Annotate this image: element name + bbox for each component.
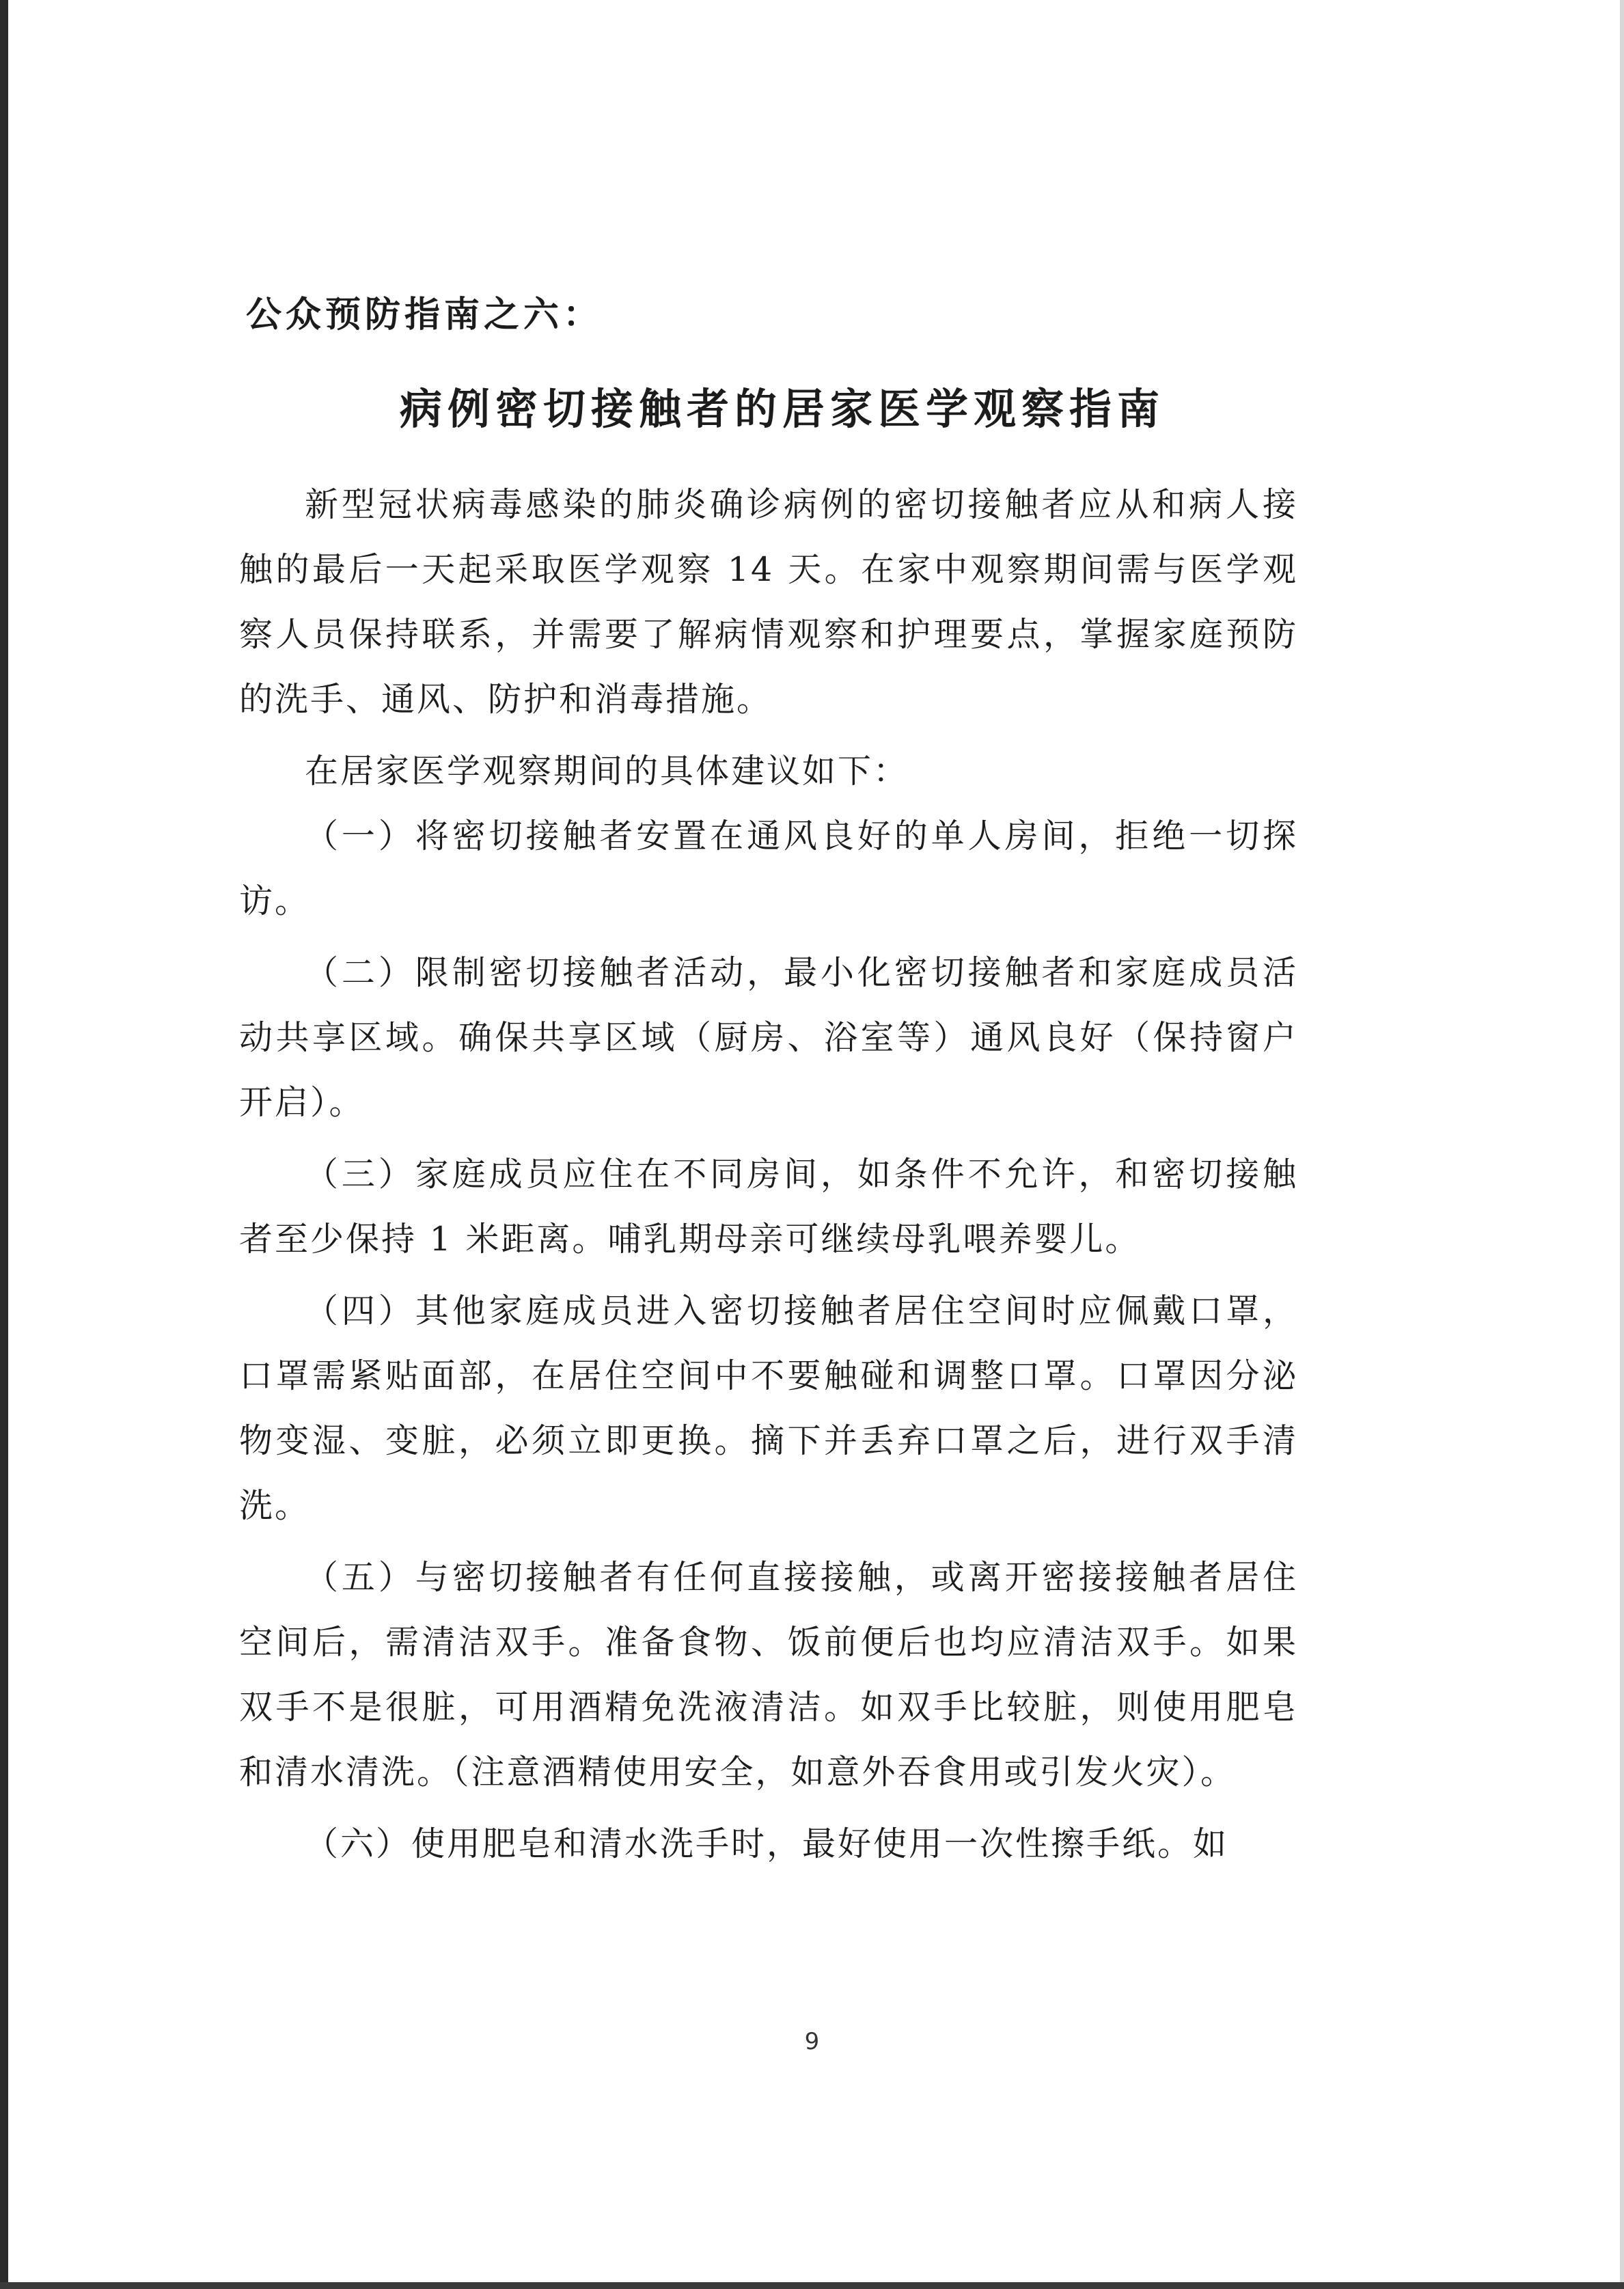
page-number: 9 <box>804 2028 820 2055</box>
paragraph-item-6: （六）使用肥皂和清水洗手时，最好使用一次性擦手纸。如 <box>305 1824 1229 1863</box>
paragraph-item-3: （三）家庭成员应住在不同房间，如条件不允许，和密切接触者至少保持 1 米距离。哺乳期母亲可继续母乳喂养婴儿。 <box>239 1154 1298 1259</box>
scan-shadow-bottom <box>0 2282 1624 2289</box>
paragraph-item-5: （五）与密切接触者有任何直接接触，或离开密接接触者居住空间后，需清洁双手。准备食物、饭前便后也均应清洁双手。如果双手不是很脏，可用酒精免洗液清洁。如双手比较脏，则使用肥皂和清水清洗。（注意酒精使用安全，如意外吞食用或引发火灾）。 <box>239 1557 1298 1792</box>
paragraph-intro: 新型冠状病毒感染的肺炎确诊病例的密切接触者应从和病人接触的最后一天起采取医学观察 14 天。在家中观察期间需与医学观察人员保持联系，并需要了解病情观察和护理要点，掌握家庭预防的洗手、通风、防护和消毒措施。 <box>239 484 1298 719</box>
paragraph-item-4: （四）其他家庭成员进入密切接触者居住空间时应佩戴口罩，口罩需紧贴面部，在居住空间中不要触碰和调整口罩。口罩因分泌物变湿、变脏，必须立即更换。摘下并丢弃口罩之后，进行双手清洗。 <box>239 1291 1298 1525</box>
document-page <box>239 294 1298 1883</box>
document-title: 病例密切接触者的居家医学观察指南 <box>399 384 1165 435</box>
scan-shadow-right <box>1620 0 1624 2289</box>
section-label: 公众预防指南之六： <box>246 294 603 335</box>
scan-shadow-left <box>0 0 8 2289</box>
paragraph-item-2: （二）限制密切接触者活动，最小化密切接触者和家庭成员活动共享区域。确保共享区域（厨房、浴室等）通风良好（保持窗户开启）。 <box>239 952 1298 1122</box>
paragraph-advice-lead: 在居家医学观察期间的具体建议如下： <box>305 751 909 791</box>
paragraph-item-1: （一）将密切接触者安置在通风良好的单人房间，拒绝一切探访。 <box>239 816 1298 920</box>
